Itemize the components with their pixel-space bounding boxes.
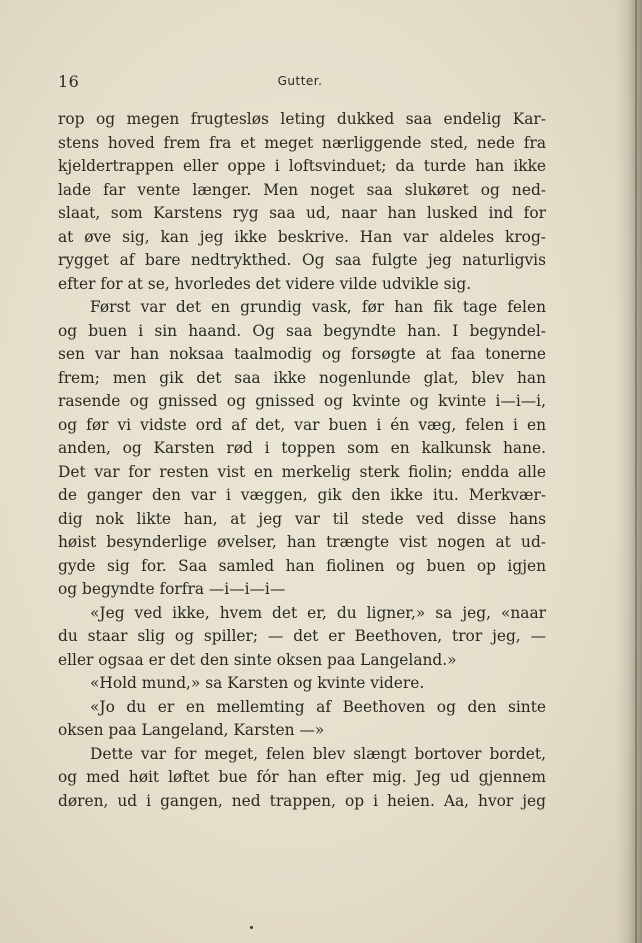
page-number: 16 (58, 72, 80, 91)
text-line: Dette var for meget, felen blev slængt bortover bordet, (90, 744, 546, 763)
text-line: og begyndte forfra —i—i—i— (58, 580, 286, 598)
text-line: dig nok likte han, at jeg var til stede ved disse hans (58, 509, 546, 528)
text-line: du staar slig og spiller; — det er Beethoven, tror jeg, — (58, 627, 546, 645)
running-title: Gutter. (277, 74, 323, 88)
text-line: «Hold mund,» sa Karsten og kvinte videre. (90, 674, 425, 692)
text-line: efter for at se, hvorledes det videre vilde udvikle sig. (58, 274, 472, 293)
text-line: rop og megen frugtesløs leting dukked saa endelig Kar- (58, 110, 546, 128)
text-line: og før vi vidste ord af det, var buen i én væg, felen i en (58, 415, 546, 434)
text-line: rygget af bare nedtrykthed. Og saa fulgte jeg naturligvis (58, 251, 546, 269)
text-line: døren, ud i gangen, ned trappen, op i heien. Aa, hvor jeg (58, 791, 546, 810)
text-line: «Jo du er en mellemting af Beethoven og den sinte (90, 697, 546, 716)
ink-speck (250, 926, 253, 929)
text-line: og buen i sin haand. Og saa begyndte han. I begyndel- (58, 321, 546, 340)
spine-edge (635, 0, 637, 943)
spine-shadow (616, 0, 642, 943)
text-line: oksen paa Langeland, Karsten —» (58, 721, 325, 739)
text-line: Det var for resten vist en merkelig sterk fiolin; endda alle (58, 462, 546, 481)
text-line: lade far vente længer. Men noget saa slukøret og ned- (58, 180, 546, 199)
text-line: at øve sig, kan jeg ikke beskrive. Han var aldeles krog- (58, 227, 546, 246)
text-line: stens hoved frem fra et meget nærliggende sted, nede fra (58, 133, 546, 152)
text-line: og med høit løftet bue fór han efter mig. Jeg ud gjennem (58, 768, 546, 786)
body-text (58, 108, 546, 813)
text-line: sen var han noksaa taalmodig og forsøgte at faa tonerne (58, 345, 546, 363)
text-line: frem; men gik det saa ikke nogenlunde glat, blev han (58, 368, 546, 387)
text-line: «Jeg ved ikke, hvem det er, du ligner,» sa jeg, «naar (90, 603, 546, 622)
text-line: høist besynderlige øvelser, han trængte vist nogen at ud- (58, 533, 546, 551)
text-line: Først var det en grundig vask, før han fik tage felen (90, 298, 546, 316)
text-line: eller ogsaa er det den sinte oksen paa Langeland.» (58, 650, 457, 669)
text-line: slaat, som Karstens ryg saa ud, naar han lusked ind for (58, 204, 546, 222)
text-line: de ganger den var i væggen, gik den ikke itu. Merkvær- (58, 486, 546, 504)
text-line: rasende og gnissed og gnissed og kvinte og kvinte i—i—i, (58, 392, 546, 410)
text-line: anden, og Karsten rød i toppen som en kalkunsk hane. (58, 439, 546, 457)
text-line: kjeldertrappen eller oppe i loftsvinduet; da turde han ikke (58, 157, 546, 175)
text-line: gyde sig for. Saa samled han fiolinen og buen op igjen (58, 556, 546, 575)
